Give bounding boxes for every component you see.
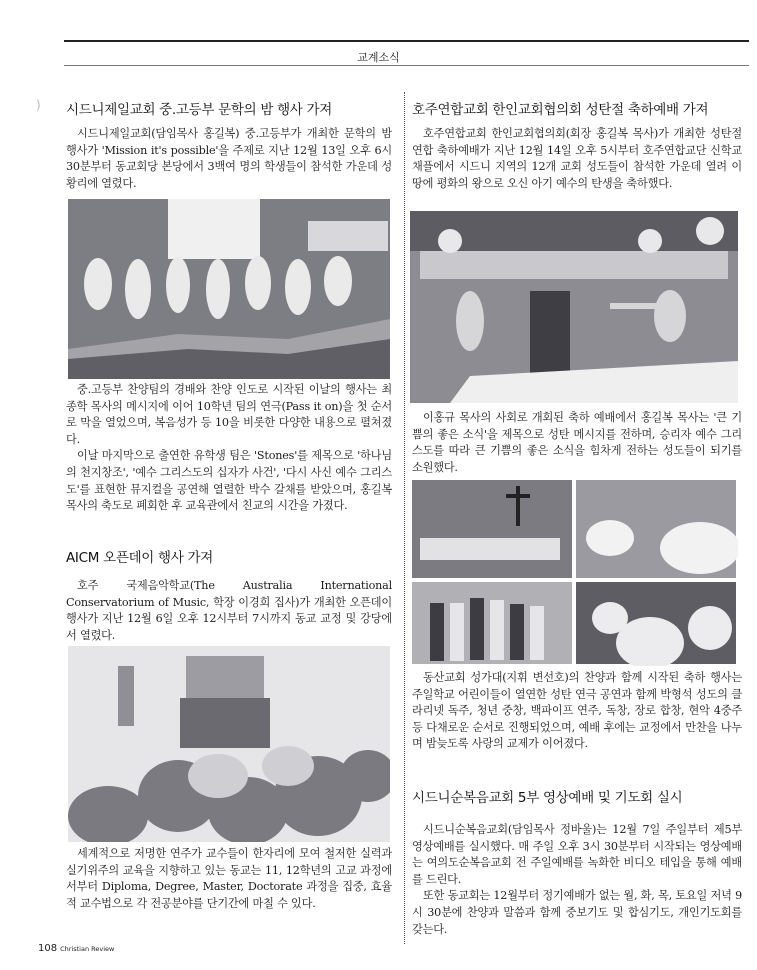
article-3-headline: 호주연합교회 한인교회협의회 성탄절 축하예배 가져 <box>412 102 709 118</box>
magazine-name: Christian Review <box>60 945 115 953</box>
article-2-body <box>66 846 392 912</box>
page-footer <box>38 943 114 954</box>
piano-recital-photo <box>68 646 390 842</box>
article-1-body <box>66 382 392 515</box>
scan-margin-mark: ) <box>36 98 41 112</box>
article-1-headline: 시드니제일교회 중.고등부 문학의 밤 행사 가져 <box>66 102 333 118</box>
article-2-headline: AICM 오픈데이 행사 가져 <box>66 550 213 566</box>
article-4-paragraph: 시드니순복음교회(담임목사 정바울)는 12월 7일 주일부터 제5부 영상예배를 실시했다. 매 주일 오후 3시 30분부터 시작되는 영상예배는 여의도순복음교회 전 주일예배를 녹화한 비디오 테입을 통해 예배를 드린다. <box>412 823 742 886</box>
article-3-intro <box>412 126 742 192</box>
section-label: 교계소식 <box>357 51 400 64</box>
header-top-rule <box>64 40 749 42</box>
article-3-paragraph: 동산교회 성가대(지휘 변선호)의 찬양과 함께 시작된 축하 행사는 주일학교 어린이들이 열연한 성탄 연극 공연과 함께 박형석 성도의 클라리넷 독주, 청년 중창, 백파이프 연주, 독창, 장로 합창, 현악 4중주 등 다채로운 순서로 진행되었으며, 예배 후에는 교정에서 만찬을 나누며 밤늦도록 사랑의 교제가 이어졌다. <box>412 671 742 751</box>
column-divider <box>404 92 405 944</box>
header-bottom-rule <box>64 65 749 66</box>
page-number: 108 <box>38 943 58 954</box>
chapel-service-photo <box>410 211 738 403</box>
article-3-paragraph: 호주연합교회 한인교회협의회(회장 홍길복 목사)가 개최한 성탄절 연합 축하예배가 지난 12월 14일 오후 5시부터 호주연합교단 신학교 채플에서 시드니 지역의 12개 교회 성도들이 참석한 가운데 열려 이 땅에 평화의 왕으로 오신 아기 예수의 탄생을 축하했다. <box>412 127 742 190</box>
article-3-body <box>412 410 742 476</box>
choir-and-pageant-collage <box>410 478 738 666</box>
article-1-paragraph: 중.고등부 찬양팀의 경배와 찬양 인도로 시작된 이날의 행사는 최종학 목사의 메시지에 이어 10학년 팀의 연극(Pass it on)을 첫 순서로 막을 열었으며, 복음성가 등 10을 비롯한 다양한 내용으로 펼쳐졌다. <box>66 383 392 446</box>
article-1-paragraph: 이날 마지막으로 출연한 유학생 팀은 'Stones'를 제목으로 '하나님의 천지창조', '예수 그리스도의 십자가 사건', '다시 사신 예수 그리스도'를 표현한 뮤지컬을 공연해 열렬한 박수 갈채를 받았으며, 홍길복 목사의 축도로 폐회한 후 교육관에서 친교의 시간을 가졌다. <box>66 449 392 513</box>
dance-performance-photo <box>68 199 390 379</box>
article-2-paragraph: 호주 국제음악학교(The Australia International Conservatorium of Music, 학장 이경희 집사)가 개최한 오픈데이 행사가 지난 12월 6일 오후 12시부터 7시까지 동교 교정 및 강당에서 열렸다. <box>66 579 392 642</box>
article-2-paragraph: 세계적으로 저명한 연주가 교수들이 한자리에 모여 철저한 실력과 실기위주의 교육을 지향하고 있는 동교는 11, 12학년의 고교 과정에서부터 Diploma, Degree, Master, Doctorate 과정을 집중, 효율적 교수법으로 각 전공분야를 단기간에 마칠 수 있다. <box>66 847 392 910</box>
article-3-paragraph: 이홍규 목사의 사회로 개회된 축하 예배에서 홍길복 목사는 '큰 기쁨의 좋은 소식'을 제목으로 성탄 메시지를 전하며, 승리자 예수 그리스도를 따라 큰 기쁨의 좋은 소식을 힘차게 전하는 성도들이 되기를 소원했다. <box>412 411 742 474</box>
article-4-body <box>412 822 742 938</box>
article-1-paragraph: 시드니제일교회(담임목사 홍길복) 중.고등부가 개최한 문학의 밤 행사가 'Mission it's possible'을 주제로 지난 12월 13일 오후 6시 30분부터 동교회당 본당에서 3백여 명의 학생들이 참석한 가운데 성황리에 열렸다. <box>66 127 392 190</box>
article-1-intro <box>66 126 392 192</box>
article-4-headline: 시드니순복음교회 5부 영상예배 및 기도회 실시 <box>412 790 683 806</box>
article-4-paragraph: 또한 동교회는 12월부터 정기예배가 없는 월, 화, 목, 토요일 저녁 9시 30분에 찬양과 말씀과 함께 중보기도 및 합심기도, 개인기도회를 갖는다. <box>412 889 742 936</box>
article-3-collage-body <box>412 670 742 753</box>
article-2-intro <box>66 578 392 644</box>
